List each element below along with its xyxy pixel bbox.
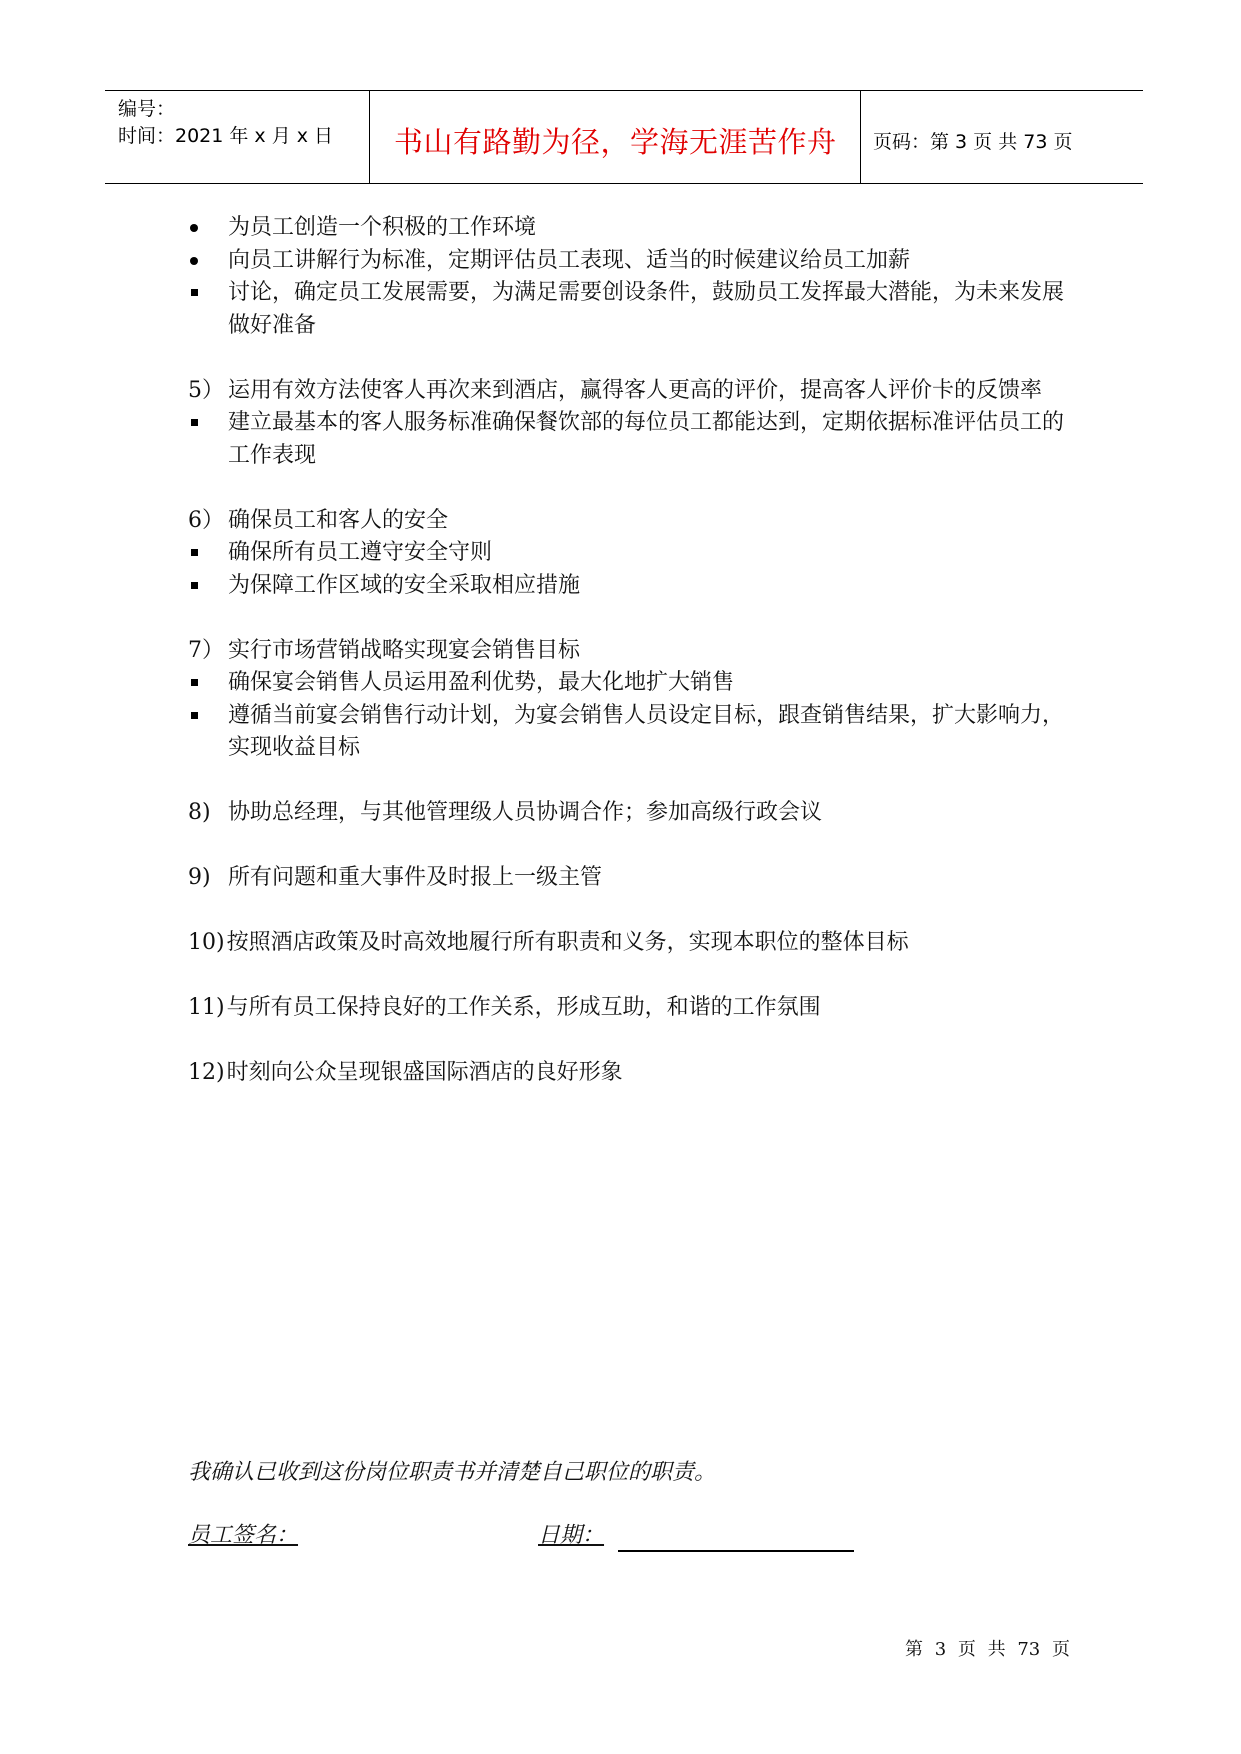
signature-line[interactable] [188,1518,604,1549]
section-text: 按照酒店政策及时高效地履行所有职责和义务，实现本职位的整体目标 [226,930,909,955]
list-item-text: 确保宴会销售人员运用盈利优势，最大化地扩大销售 [228,670,735,695]
section-heading [188,505,1068,538]
square-bullet-icon [191,549,198,556]
section-heading [188,635,1068,668]
bullet-icon [190,224,198,232]
confirmation-statement: 我确认已收到这份岗位职责书并清楚自己职位的职责。 [188,1460,717,1485]
section-heading [188,862,1068,895]
section-number: 8) [188,800,211,825]
list-item [188,277,1068,342]
section-heading [188,927,1068,960]
section-number: 7） [188,637,224,663]
section-text: 所有问题和重大事件及时报上一级主管 [228,865,603,890]
page-footer: 第 3 页 共 73 页 [905,1639,1070,1660]
square-bullet-icon [191,582,198,589]
square-bullet-icon [191,712,198,719]
document-number-label: 编号： [118,98,176,120]
list-item-text: 为保障工作区域的安全采取相应措施 [228,572,581,598]
header-divider-right [860,90,861,184]
header-motto: 书山有路勤为径，学海无涯苦作舟 [394,125,837,159]
list-item-text: 向员工讲解行为标准，定期评估员工表现、适当的时候建议给员工加薪 [228,247,911,273]
section-number: 11) [188,995,225,1020]
section-text: 时刻向公众呈现银盛国际酒店的良好形象 [226,1060,623,1085]
section-heading [188,797,1068,830]
list-item-text: 为员工创造一个积极的工作环境 [228,215,537,240]
document-time-label: 时间：2021 年 x 月 x 日 [118,125,334,147]
section-number: 5） [188,377,224,403]
list-item [188,407,1068,472]
list-item-text: 讨论，确定员工发展需要，为满足需要创设条件，鼓励员工发挥最大潜能，为未来发展做好准备 [228,280,1065,338]
section-text: 与所有员工保持良好的工作关系，形成互助，和谐的工作氛围 [226,995,821,1020]
section-heading [188,1057,1068,1090]
section-number: 6） [188,507,224,533]
section-heading [188,375,1068,408]
list-item [188,570,1068,603]
list-item-text: 确保所有员工遵守安全守则 [228,540,493,565]
document-body [188,212,1068,1090]
list-item [188,245,1068,278]
list-item [188,212,1068,245]
section-number: 9) [188,865,211,890]
square-bullet-icon [191,419,198,426]
section-number: 12) [188,1060,225,1085]
list-item [188,700,1068,765]
header-page-label: 页码：第 3 页 共 73 页 [873,131,1073,153]
list-item-text: 建立最基本的客人服务标准确保餐饮部的每位员工都能达到，定期依据标准评估员工的工作表现 [228,410,1065,468]
bullet-icon [190,257,198,265]
date-label: 日期： [538,1523,605,1548]
employee-signature-label: 员工签名： [188,1523,299,1548]
list-item-text: 遵循当前宴会销售行动计划，为宴会销售人员设定目标，跟查销售结果，扩大影响力，实现收益目标 [228,702,1065,760]
section-number: 10) [188,930,225,955]
list-item [188,667,1068,700]
header-bottom-rule [105,183,1143,184]
date-field[interactable] [618,1550,854,1552]
section-text: 运用有效方法使客人再次来到酒店，赢得客人更高的评价，提高客人评价卡的反馈率 [228,377,1043,403]
header-top-rule [105,90,1143,91]
section-text: 协助总经理，与其他管理级人员协调合作；参加高级行政会议 [228,800,823,825]
section-text: 确保员工和客人的安全 [228,507,449,533]
section-heading [188,992,1068,1025]
square-bullet-icon [191,289,198,296]
list-item [188,537,1068,570]
section-text: 实行市场营销战略实现宴会销售目标 [228,637,581,663]
header-divider-left [369,90,370,184]
square-bullet-icon [191,679,198,686]
